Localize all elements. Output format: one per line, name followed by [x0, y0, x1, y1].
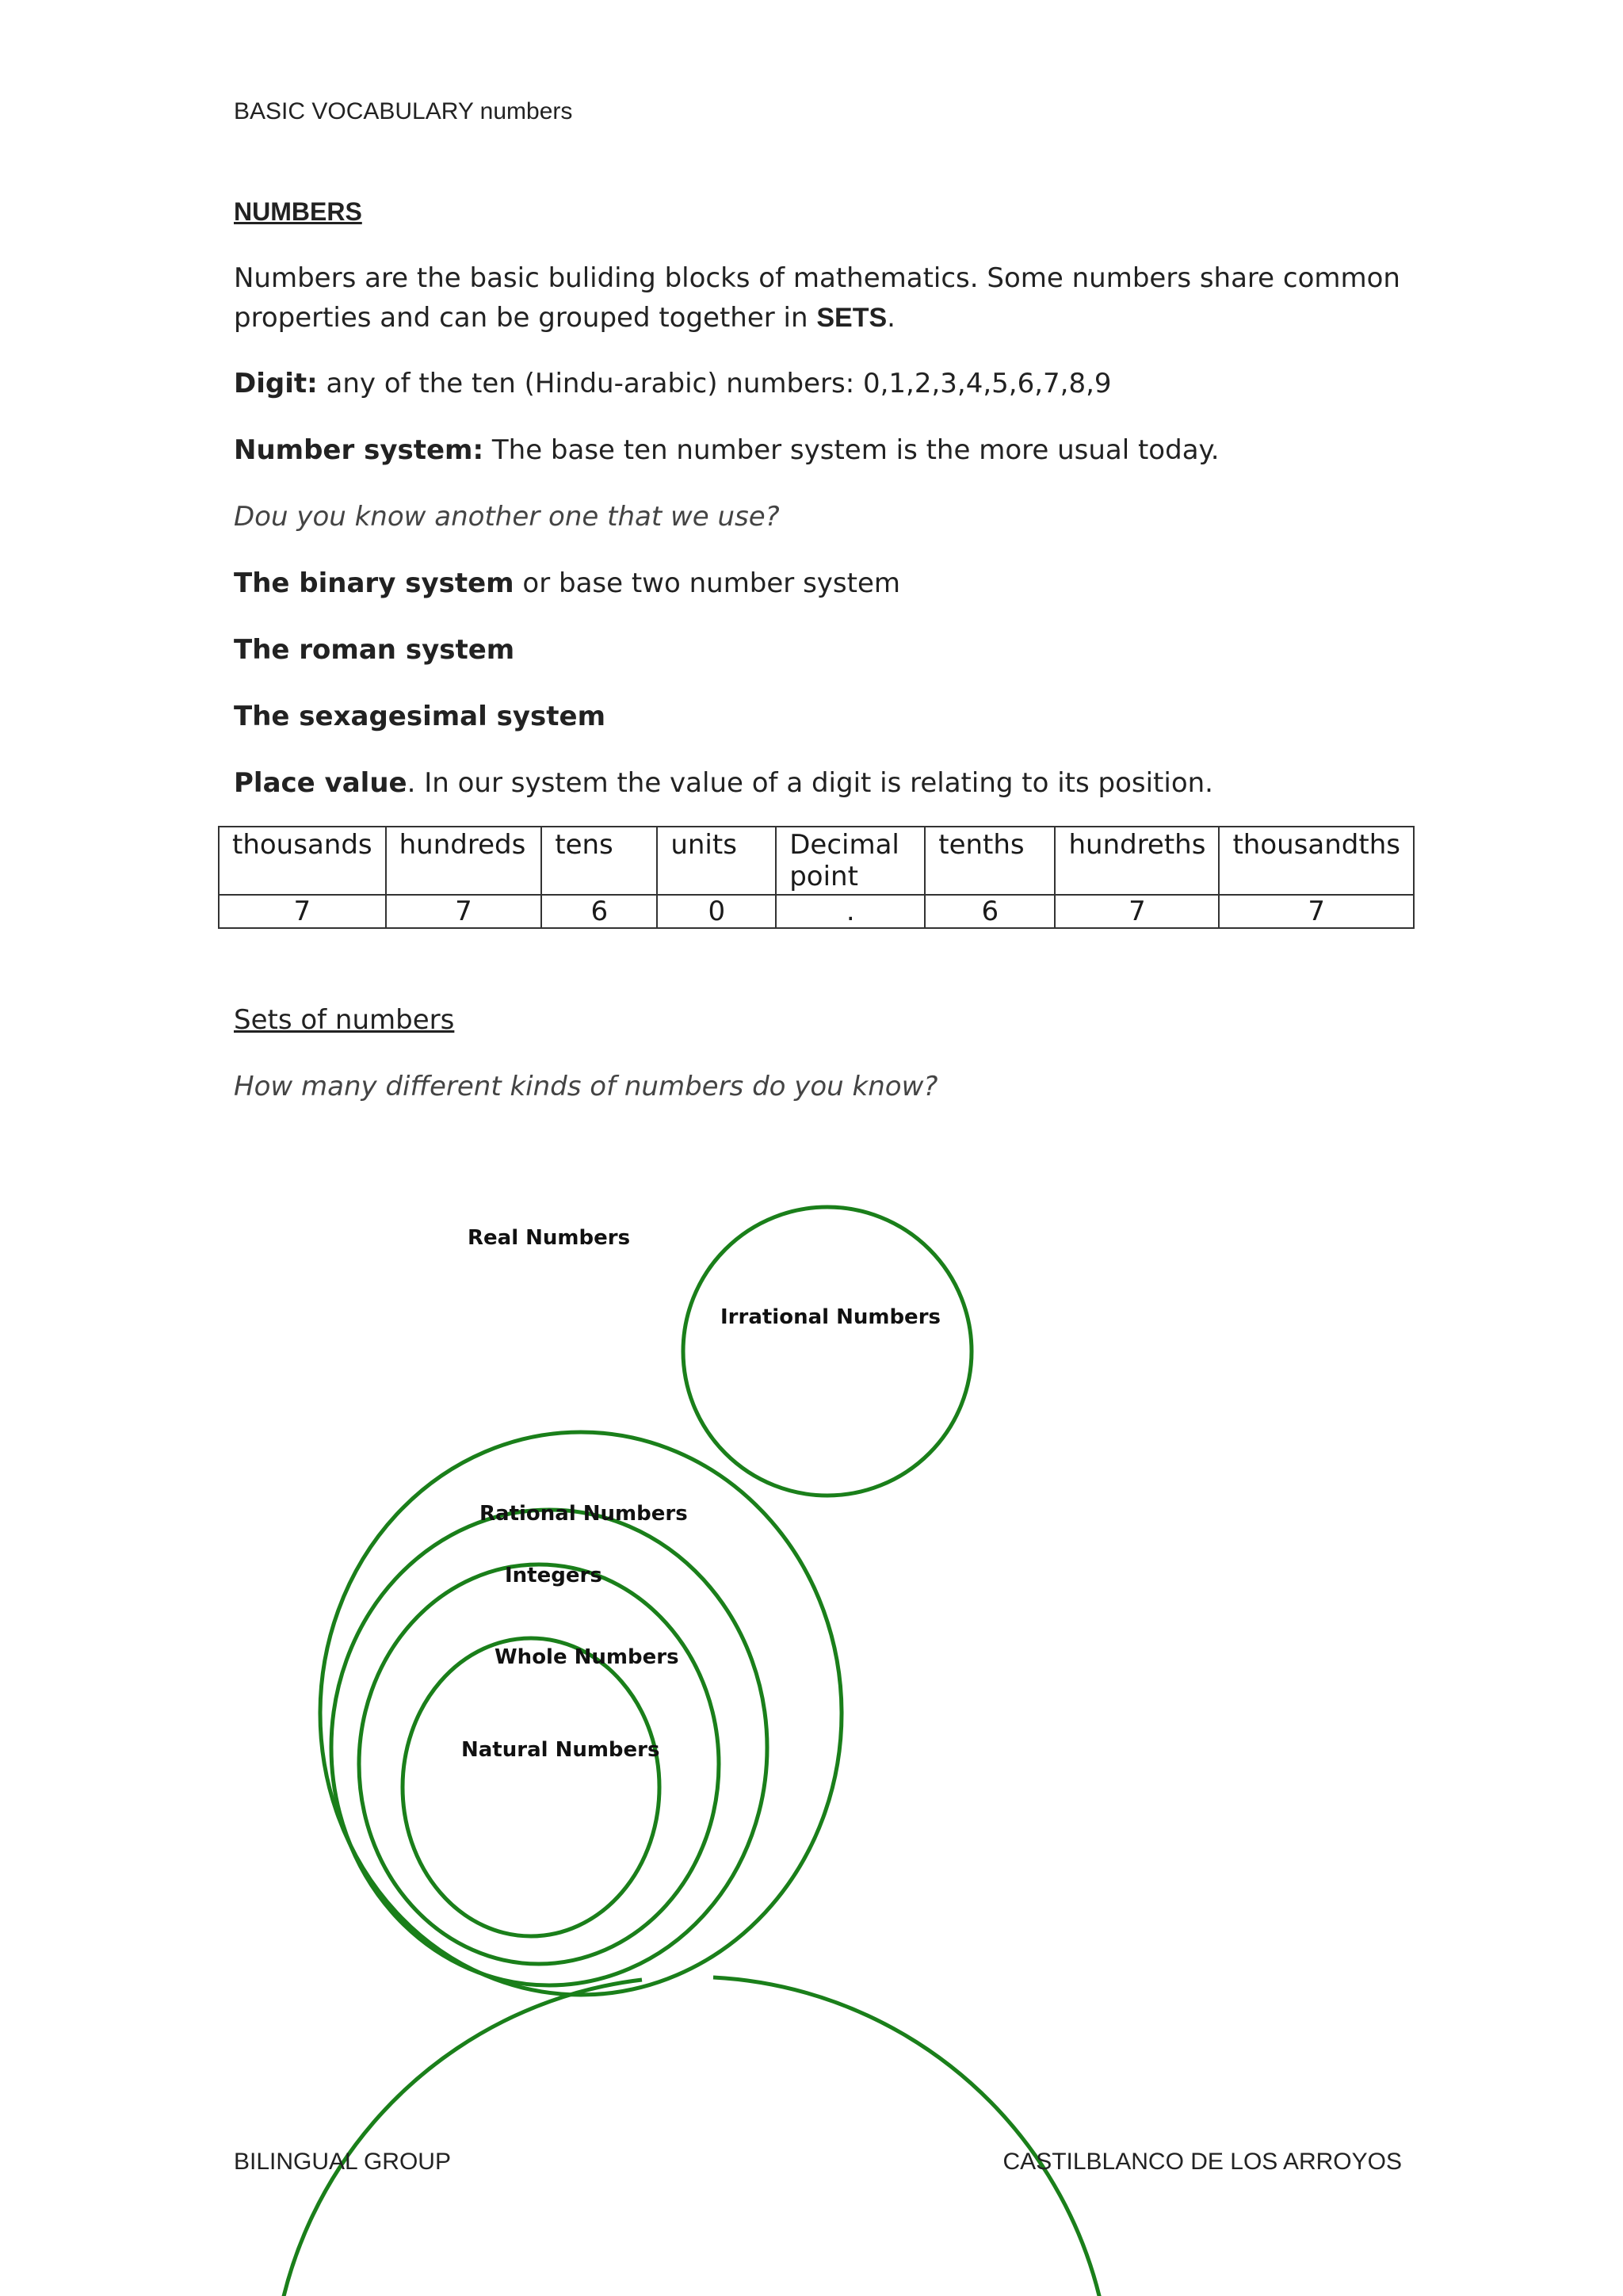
whole-numbers-circle [359, 1564, 719, 1964]
intro-period: . [887, 302, 896, 334]
header-cell: tens [541, 827, 657, 895]
number-system-def: The base ten number system is the more usual today. [483, 434, 1220, 466]
header-cell: tenths [925, 827, 1055, 895]
sexagesimal-system: The sexagesimal system [234, 701, 605, 732]
irrational-numbers-circle [683, 1207, 972, 1496]
intro-line-1: Numbers are the basic buliding blocks of mathematics. Some numbers share common [234, 262, 1400, 294]
real-numbers-label: Real Numbers [468, 1226, 631, 1250]
number-system-term: Number system: [234, 434, 484, 466]
value-cell: 0 [657, 895, 776, 928]
header-cell: Decimal point [776, 827, 925, 895]
value-cell: 7 [219, 895, 386, 928]
page-header: BASIC VOCABULARY numbers [234, 98, 573, 124]
place-value-term: Place value [234, 767, 407, 799]
natural-numbers-label: Natural Numbers [461, 1738, 660, 1762]
value-cell: 6 [925, 895, 1055, 928]
header-cell: hundreths [1055, 827, 1219, 895]
footer-right: CASTILBLANCO DE LOS ARROYOS [1002, 2149, 1402, 2175]
header-cell: thousands [219, 827, 386, 895]
irrational-numbers-label: Irrational Numbers [720, 1305, 941, 1329]
footer-left: BILINGUAL GROUP [234, 2149, 451, 2175]
whole-numbers-label: Whole Numbers [495, 1645, 679, 1669]
roman-system: The roman system [234, 634, 515, 666]
digit-term: Digit: [234, 368, 318, 399]
intro-text: properties and can be grouped together in [234, 302, 817, 334]
value-cell: 7 [1219, 895, 1414, 928]
header-cell: hundreds [386, 827, 542, 895]
sets-question: How many different kinds of numbers do you know? [234, 1071, 938, 1102]
digit-def: any of the ten (Hindu-arabic) numbers: 0,1,2,3,4,5,6,7,8,9 [317, 368, 1112, 399]
numbers-heading: NUMBERS [234, 197, 362, 226]
binary-term: The binary system [234, 567, 514, 599]
real-numbers-circle [272, 1977, 1112, 2296]
value-cell: 7 [1055, 895, 1219, 928]
header-cell: units [657, 827, 776, 895]
other-system-question: Dou you know another one that we use? [234, 501, 780, 533]
sets-term: SETS [816, 303, 888, 333]
sets-heading: Sets of numbers [234, 1004, 455, 1036]
natural-numbers-circle [403, 1638, 659, 1936]
value-cell: . [776, 895, 925, 928]
value-cell: 6 [541, 895, 657, 928]
value-cell: 7 [386, 895, 542, 928]
integers-label: Integers [505, 1564, 602, 1587]
place-value-def: . In our system the value of a digit is relating to its position. [407, 767, 1213, 799]
rational-numbers-label: Rational Numbers [479, 1502, 688, 1526]
header-cell: thousandths [1219, 827, 1414, 895]
binary-def: or base two number system [514, 567, 901, 599]
